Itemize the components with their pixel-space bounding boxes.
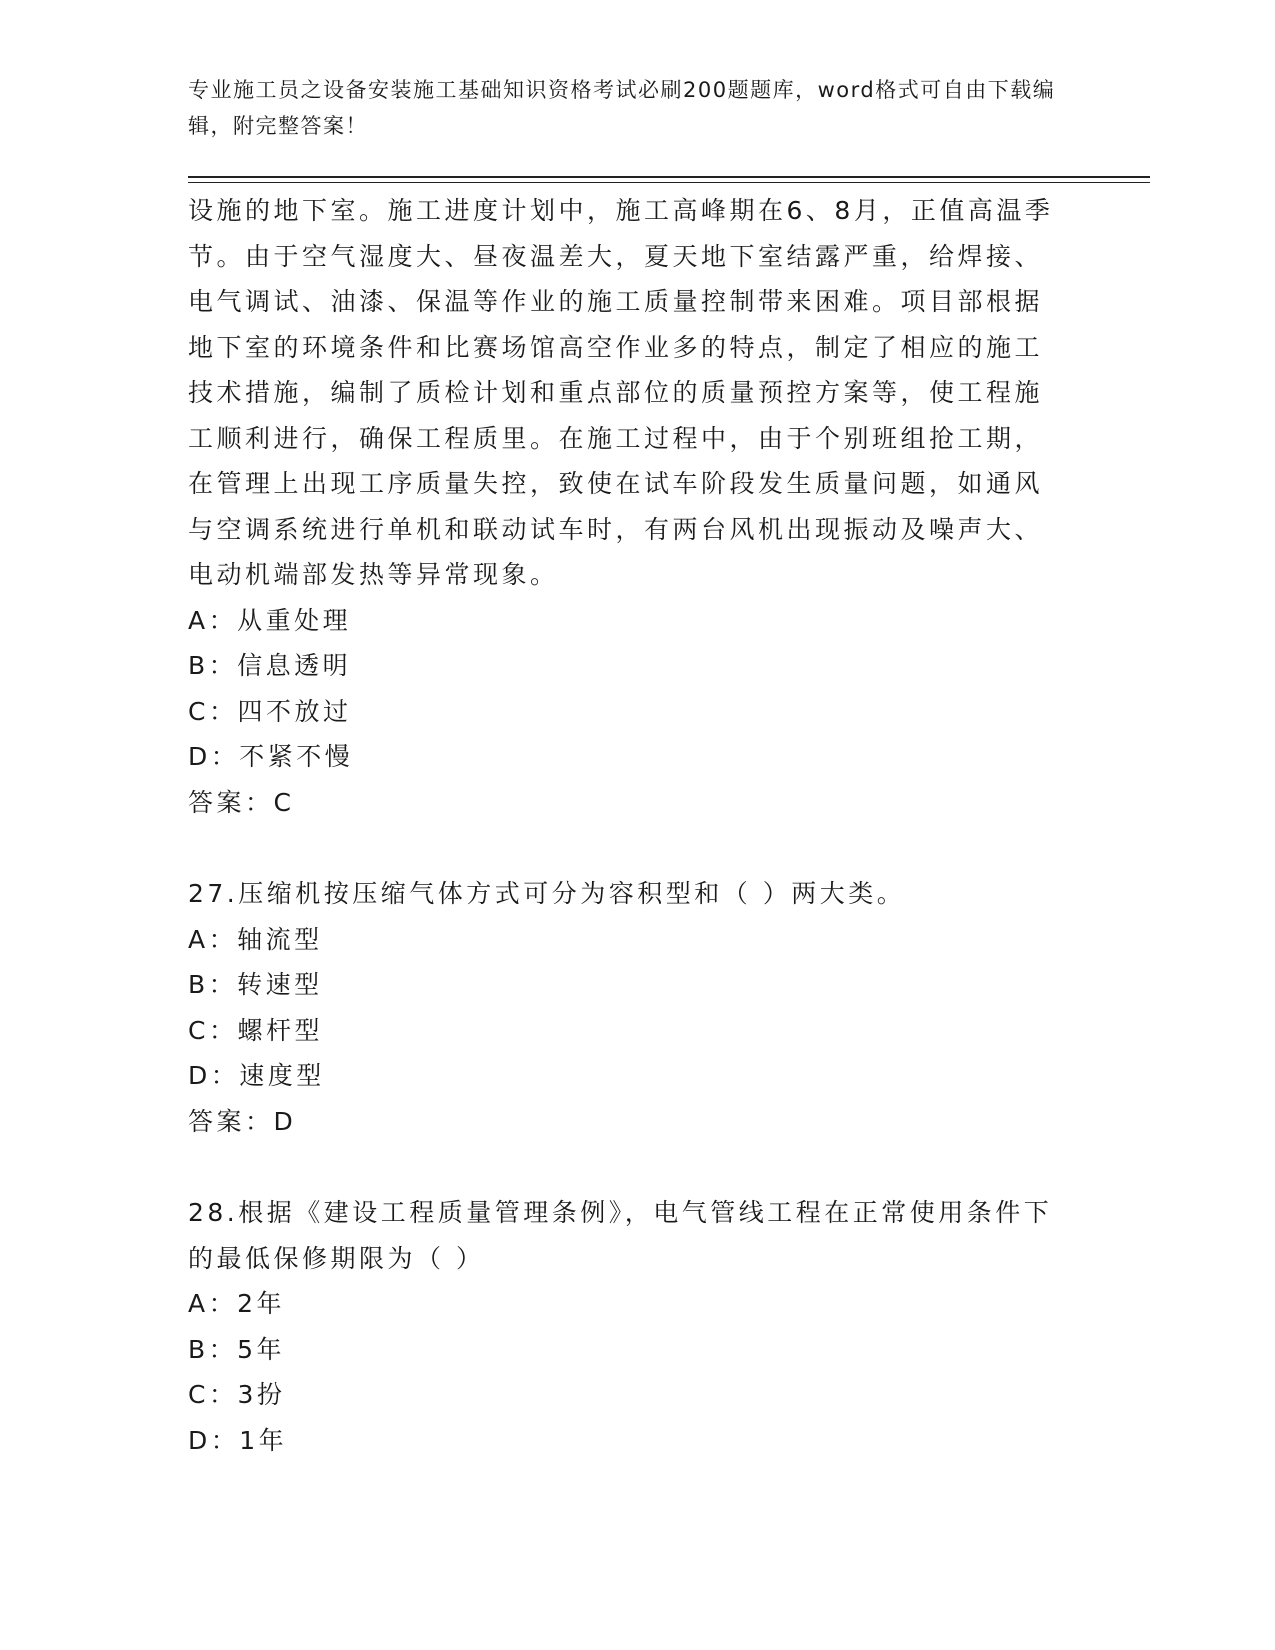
option-b: B：信息透明 bbox=[188, 651, 352, 680]
option-a: A：轴流型 bbox=[188, 924, 323, 954]
question-text-line: 设施的地下室。施工进度计划中，施工高峰期在6、8月，正值高温季 bbox=[188, 196, 1054, 225]
question-spacer bbox=[188, 825, 1088, 871]
option-c: C：螺杆型 bbox=[188, 1015, 323, 1045]
header-divider-thin bbox=[188, 182, 1150, 183]
question-text-line: 28.根据《建设工程质量管理条例》，电气管线工程在正常使用条件下 bbox=[188, 1198, 1053, 1227]
question-28 bbox=[188, 1190, 1088, 1463]
option-d: D：速度型 bbox=[188, 1061, 325, 1090]
option-d: D：不紧不慢 bbox=[188, 742, 354, 771]
answer-label: 答案：C bbox=[188, 787, 295, 817]
question-26-continued bbox=[188, 188, 1088, 825]
question-text-line: 的最低保修期限为（ ） bbox=[188, 1243, 485, 1273]
question-text-line: 电动机端部发热等异常现象。 bbox=[188, 560, 559, 589]
question-text-line: 技术措施，编制了质检计划和重点部位的质量预控方案等，使工程施 bbox=[188, 378, 1044, 407]
header-divider-thick bbox=[188, 176, 1150, 178]
option-b: B：5年 bbox=[188, 1334, 286, 1364]
question-text-line: 电气调试、油漆、保温等作业的施工质量控制带来困难。项目部根据 bbox=[188, 287, 1044, 316]
question-spacer bbox=[188, 1144, 1088, 1190]
question-27 bbox=[188, 871, 1088, 1144]
question-text-line: 工顺利进行，确保工程质里。在施工过程中，由于个别班组抢工期， bbox=[188, 423, 1044, 453]
question-text-line: 节。由于空气湿度大、昼夜温差大，夏天地下室结露严重，给焊接、 bbox=[188, 241, 1044, 271]
question-text-line: 与空调系统进行单机和联动试车时，有两台风机出现振动及噪声大、 bbox=[188, 514, 1044, 544]
question-text-line: 地下室的环境条件和比赛场馆高空作业多的特点，制定了相应的施工 bbox=[188, 332, 1044, 362]
question-text-line: 27.压缩机按压缩气体方式可分为容积型和（ ）两大类。 bbox=[188, 879, 906, 908]
option-a: A：2年 bbox=[188, 1289, 286, 1318]
header-title: 专业施工员之设备安装施工基础知识资格考试必刷200题题库，word格式可自由下载编辑，附完整答案！ bbox=[188, 78, 1056, 138]
option-c: C：3扮 bbox=[188, 1380, 286, 1409]
option-c: C：四不放过 bbox=[188, 696, 352, 726]
option-b: B：转速型 bbox=[188, 970, 323, 999]
option-a: A：从重处理 bbox=[188, 605, 352, 635]
document-body bbox=[188, 188, 1088, 1463]
question-text-line: 在管理上出现工序质量失控，致使在试车阶段发生质量问题，如通风 bbox=[188, 469, 1044, 498]
answer-label: 答案：D bbox=[188, 1106, 297, 1136]
option-d: D：1年 bbox=[188, 1425, 288, 1455]
document-header bbox=[188, 72, 1078, 144]
